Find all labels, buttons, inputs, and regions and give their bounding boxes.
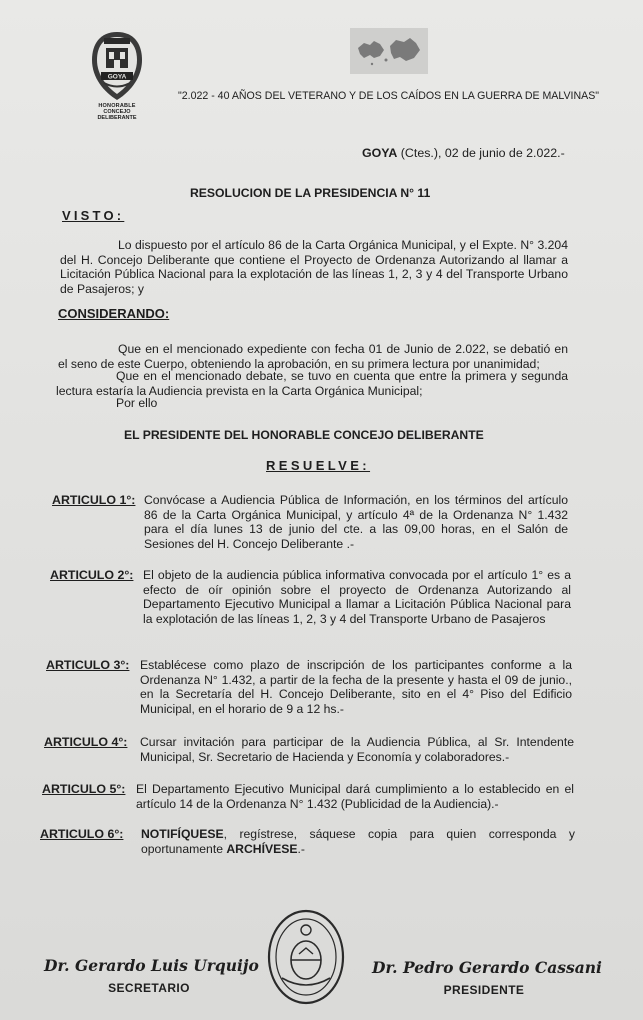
- article-1: [52, 493, 572, 555]
- secretary-name: Dr. Gerardo Luis Urquijo: [44, 956, 259, 975]
- president-name: Dr. Pedro Gerardo Cassani: [372, 958, 602, 977]
- resuelve-heading: RESUELVE:: [266, 458, 371, 473]
- president-heading: EL PRESIDENTE DEL HONORABLE CONCEJO DELIBERANTE: [124, 428, 484, 442]
- article-2: [50, 568, 574, 644]
- article-2-label: ARTICULO 2°:: [50, 568, 134, 582]
- article-6-notify: NOTIFÍQUESE: [141, 827, 224, 841]
- council-crest: [84, 30, 150, 122]
- president-role: PRESIDENTE: [443, 983, 525, 997]
- article-4-label: ARTICULO 4°:: [44, 735, 128, 749]
- considerando-paragraph-1: Que en el mencionado expediente con fecha 01 de Junio de 2.022, se debatió en el seno de este Cuerpo, obteniendo la aprobación, en su primera lectura por unanimidad;: [58, 342, 568, 371]
- article-6-end: .-: [297, 841, 305, 856]
- article-3-text: Establécese como plazo de inscripción de los participantes conforme a la Ordenanza N° 1.432, a partir de la fecha de la presente y hasta el 09 de junio., en la Secretaría del H. Concejo Deliberante, sito en el 4° Piso del Edificio Municipal, en el horario de 9 a 12 hs.-: [140, 658, 572, 716]
- article-6-text: , regístrese, sáquese copia para quien corresponda y oportunamente: [141, 827, 575, 856]
- secretary-role: SECRETARIO: [108, 981, 190, 995]
- crest-caption-1: HONORABLE: [98, 103, 136, 109]
- article-6: [40, 827, 578, 859]
- article-1-text: Convócase a Audiencia Pública de Información, en los términos del artículo 86 de la Carta Orgánica Municipal, y artículo 4ª de la Ordenanza N° 1.432 para el día lunes 13 de junio del cte. a las 09,00 horas, en el Salón de Sesiones del H. Concejo Deliberante .-: [144, 493, 568, 551]
- signature-president: [372, 958, 602, 997]
- por-ello: Por ello: [116, 396, 158, 410]
- article-6-label: ARTICULO 6°:: [40, 827, 124, 841]
- malvinas-islands-icon: [350, 28, 428, 74]
- crest-caption-2: CONCEJO DELIBERANTE: [97, 109, 137, 121]
- article-1-label: ARTICULO 1°:: [52, 493, 136, 507]
- considerando-paragraph-2-wrap: [56, 369, 568, 398]
- article-6-archive: ARCHÍVESE: [226, 841, 298, 856]
- visto-paragraph: Lo dispuesto por el artículo 86 de la Carta Orgánica Municipal, y el Expte. N° 3.204 del H. Concejo Deliberante que contiene el Proyecto de Ordenanza Autorizando al llamar a Licitación Pública Nacional para la explotación de las líneas 1, 2, 3 y 4 del Transporte Urbano de Pasajeros; y: [60, 238, 568, 296]
- date-text: (Ctes.), 02 de junio de 2.022.-: [397, 146, 565, 160]
- article-3-label: ARTICULO 3°:: [46, 658, 130, 672]
- article-6-text-wrap: [141, 827, 575, 856]
- resolution-title: RESOLUCION DE LA PRESIDENCIA N° 11: [190, 186, 431, 200]
- place-and-date: [362, 146, 565, 160]
- municipal-seal-icon: [266, 908, 346, 1006]
- article-5: [42, 782, 576, 814]
- considerando-paragraph-2: Que en el mencionado debate, se tuvo en cuenta que entre la primera y segunda lectura estaría la Audiencia prevista en la Carta Orgánica Municipal;: [56, 369, 568, 398]
- considerando-heading: CONSIDERANDO:: [58, 306, 170, 321]
- article-3: [46, 658, 576, 720]
- signature-secretary: [44, 956, 259, 995]
- date-city: GOYA: [362, 146, 398, 160]
- article-4-text: Cursar invitación para participar de la Audiencia Pública, al Sr. Intendente Municipal, Sr. Secretario de Hacienda y Economía y colaboradores.-: [140, 735, 574, 764]
- visto-heading: VISTO:: [62, 208, 125, 223]
- article-2-text: El objeto de la audiencia pública informativa convocada por el artículo 1° es a efecto de oír opinión sobre el proyecto de Ordenanza Autorizando al Departamento Ejecutivo Municipal a llamar a Licitación Pública Nacional para la explotación de las líneas 1, 2, 3 y 4 del Transporte Urbano de Pasajeros: [143, 568, 571, 626]
- article-5-label: ARTICULO 5°:: [42, 782, 126, 796]
- crest-emblem-icon: [88, 30, 146, 102]
- svg-text:GOYA: GOYA: [107, 73, 127, 81]
- article-4: [44, 735, 576, 767]
- commemorative-motto: "2.022 - 40 AÑOS DEL VETERANO Y DE LOS CAÍDOS EN LA GUERRA DE MALVINAS": [178, 90, 600, 102]
- article-5-text: El Departamento Ejecutivo Municipal dará cumplimiento a lo establecido en el artículo 14 de la Ordenanza N° 1.432 (Publicidad de la Audiencia).-: [136, 782, 574, 811]
